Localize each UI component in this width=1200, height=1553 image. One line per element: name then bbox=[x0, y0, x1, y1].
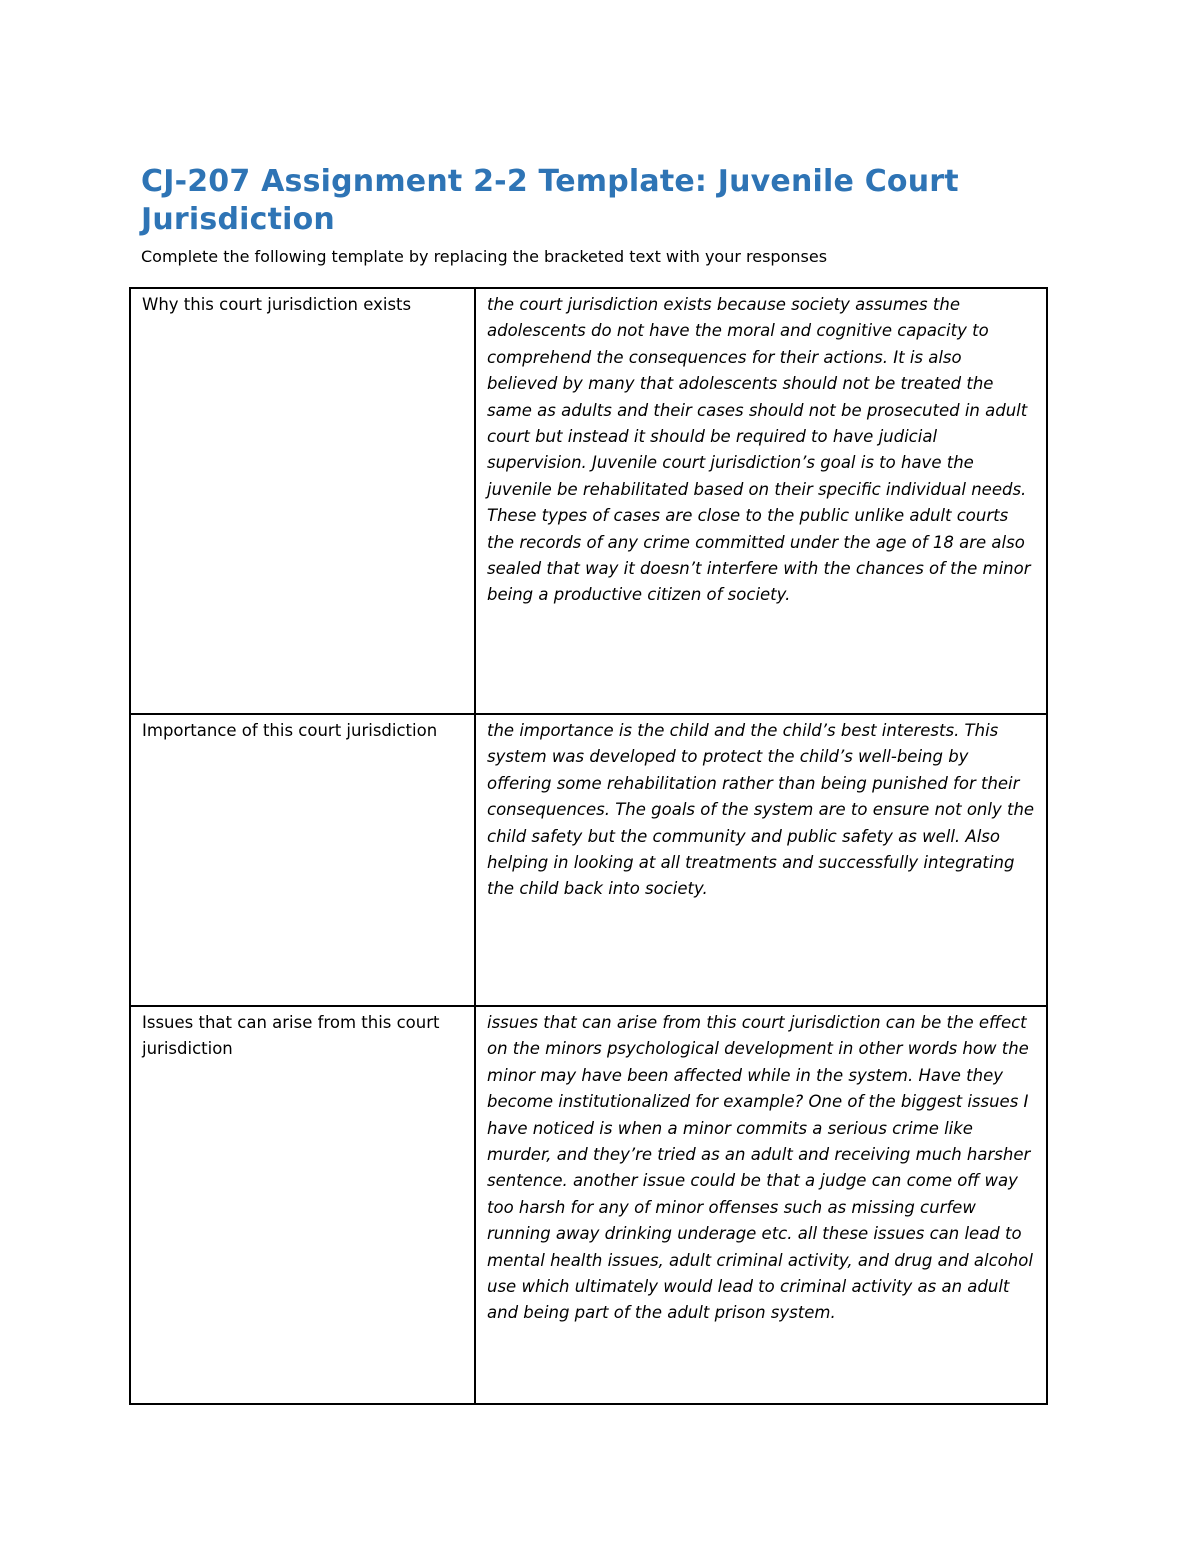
table-row bbox=[130, 288, 1047, 714]
table-row bbox=[130, 1006, 1047, 1404]
row-response[interactable]: the importance is the child and the child’s best interests. This system was developed to protect the child’s well-being by offering some rehabilitation rather than being punished for their consequences. The goals of the system are to ensure not only the child safety but the community and public safety as well. Also helping in looking at all treatments and successfully integrating the child back into society. bbox=[475, 714, 1047, 1006]
response-table bbox=[129, 287, 1048, 1405]
row-label: Why this court jurisdiction exists bbox=[130, 288, 475, 714]
row-label: Importance of this court jurisdiction bbox=[130, 714, 475, 1006]
table-row bbox=[130, 714, 1047, 1006]
document-title: CJ-207 Assignment 2-2 Template: Juvenile Court Jurisdiction bbox=[141, 164, 959, 237]
row-label: Issues that can arise from this court jurisdiction bbox=[130, 1006, 475, 1404]
row-response[interactable]: issues that can arise from this court jurisdiction can be the effect on the minors psychological development in other words how the minor may have been affected while in the system. Have they become institutionalized for example? One of the biggest issues I have noticed is when a minor commits a serious crime like murder, and they’re tried as an adult and receiving much harsher sentence. another issue could be that a judge can come off way too harsh for any of minor offenses such as missing curfew running away drinking underage etc. all these issues can lead to mental health issues, adult criminal activity, and drug and alcohol use which ultimately would lead to criminal activity as an adult and being part of the adult prison system. bbox=[475, 1006, 1047, 1404]
row-response[interactable]: the court jurisdiction exists because society assumes the adolescents do not have the moral and cognitive capacity to comprehend the consequences for their actions. It is also believed by many that adolescents should not be treated the same as adults and their cases should not be prosecuted in adult court but instead it should be required to have judicial supervision. Juvenile court jurisdiction’s goal is to have the juvenile be rehabilitated based on their specific individual needs. These types of cases are close to the public unlike adult courts the records of any crime committed under the age of 18 are also sealed that way it doesn’t interfere with the chances of the minor being a productive citizen of society. bbox=[475, 288, 1047, 714]
template-instructions: Complete the following template by replacing the bracketed text with your responses bbox=[141, 247, 828, 266]
